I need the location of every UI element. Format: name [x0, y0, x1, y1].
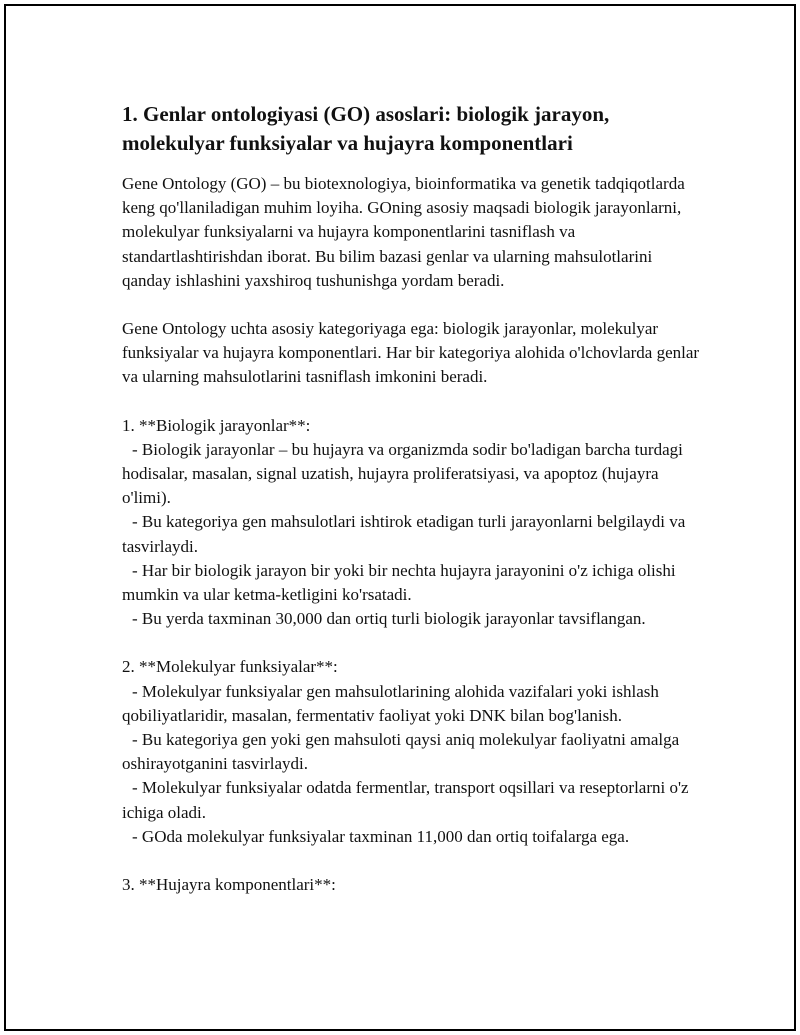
- bullet-text: - Bu yerda taxminan 30,000 dan ortiq turli biologik jarayonlar tavsiflangan.: [132, 609, 646, 629]
- bullet-text: - Biologik jarayonlar – bu hujayra va organizmda sodir bo'ladigan barcha turdagi hodisalar, masalan, signal uzatish, hujayra proliferatsiyasi, va apoptoz (hujayra o'limi).: [122, 439, 683, 508]
- section-heading: 1. **Biologik jarayonlar**:: [122, 415, 311, 435]
- section-molecular-functions: [122, 655, 702, 849]
- bullet-item: [122, 559, 702, 607]
- document-title: 1. Genlar ontologiyasi (GO) asoslari: biologik jarayon, molekulyar funksiyalar va hujayra komponentlari: [122, 102, 610, 155]
- bullet-text: - Molekulyar funksiyalar odatda fermentlar, transport oqsillari va reseptorlarni o'z ichiga oladi.: [122, 778, 689, 822]
- bullet-text: - Har bir biologik jarayon bir yoki bir nechta hujayra jarayonini o'z ichiga olishi mumkin va ular ketma-ketligini ko'rsatadi.: [122, 560, 676, 605]
- bullet-item: [122, 438, 702, 511]
- bullet-text: - Bu kategoriya gen mahsulotlari ishtirok etadigan turli jarayonlarni belgilaydi va tasvirlaydi.: [122, 512, 686, 556]
- bullet-item: [122, 680, 702, 728]
- section-cell-components: [122, 873, 702, 897]
- bullet-text: - Bu kategoriya gen yoki gen mahsuloti qaysi aniq molekulyar faoliyatni amalga oshirayotganini tasvirlaydi.: [122, 730, 680, 774]
- bullet-item: [122, 825, 702, 849]
- document-page: [4, 4, 796, 1031]
- bullet-text: - Molekulyar funksiyalar gen mahsulotlarining alohida vazifalari yoki ishlash qobiliyatlaridir, masalan, fermentativ faoliyat yoki DNK bilan bog'lanish.: [122, 681, 659, 725]
- section-heading: 3. **Hujayra komponentlari**:: [122, 875, 336, 895]
- bullet-item: [122, 607, 702, 631]
- categories-paragraph: Gene Ontology uchta asosiy kategoriyaga ega: biologik jarayonlar, molekulyar funksiyalar va hujayra komponentlari. Har bir kategoriya alohida o'lchovlarda genlar va ularning mahsulotlarini tasniflash imkonini beradi.: [122, 319, 700, 387]
- section-heading: 2. **Molekulyar funksiyalar**:: [122, 657, 338, 677]
- document-content: [122, 100, 702, 921]
- bullet-item: [122, 510, 702, 558]
- bullet-item: [122, 776, 702, 824]
- bullet-item: [122, 728, 702, 776]
- intro-paragraph: Gene Ontology (GO) – bu biotexnologiya, bioinformatika va genetik tadqiqotlarda keng qo'llaniladigan muhim loyiha. GOning asosiy maqsadi biologik jarayonlarni, molekulyar funksiyalarni va hujayra komponentlarini tasniflash va standartlashtirishdan iborat. Bu bilim bazasi genlar va ularning mahsulotlarini qanday ishlashini yaxshiroq tushunishga yordam beradi.: [122, 174, 685, 290]
- bullet-text: - GOda molekulyar funksiyalar taxminan 11,000 dan ortiq toifalarga ega.: [132, 826, 630, 846]
- section-biological-processes: [122, 414, 702, 632]
